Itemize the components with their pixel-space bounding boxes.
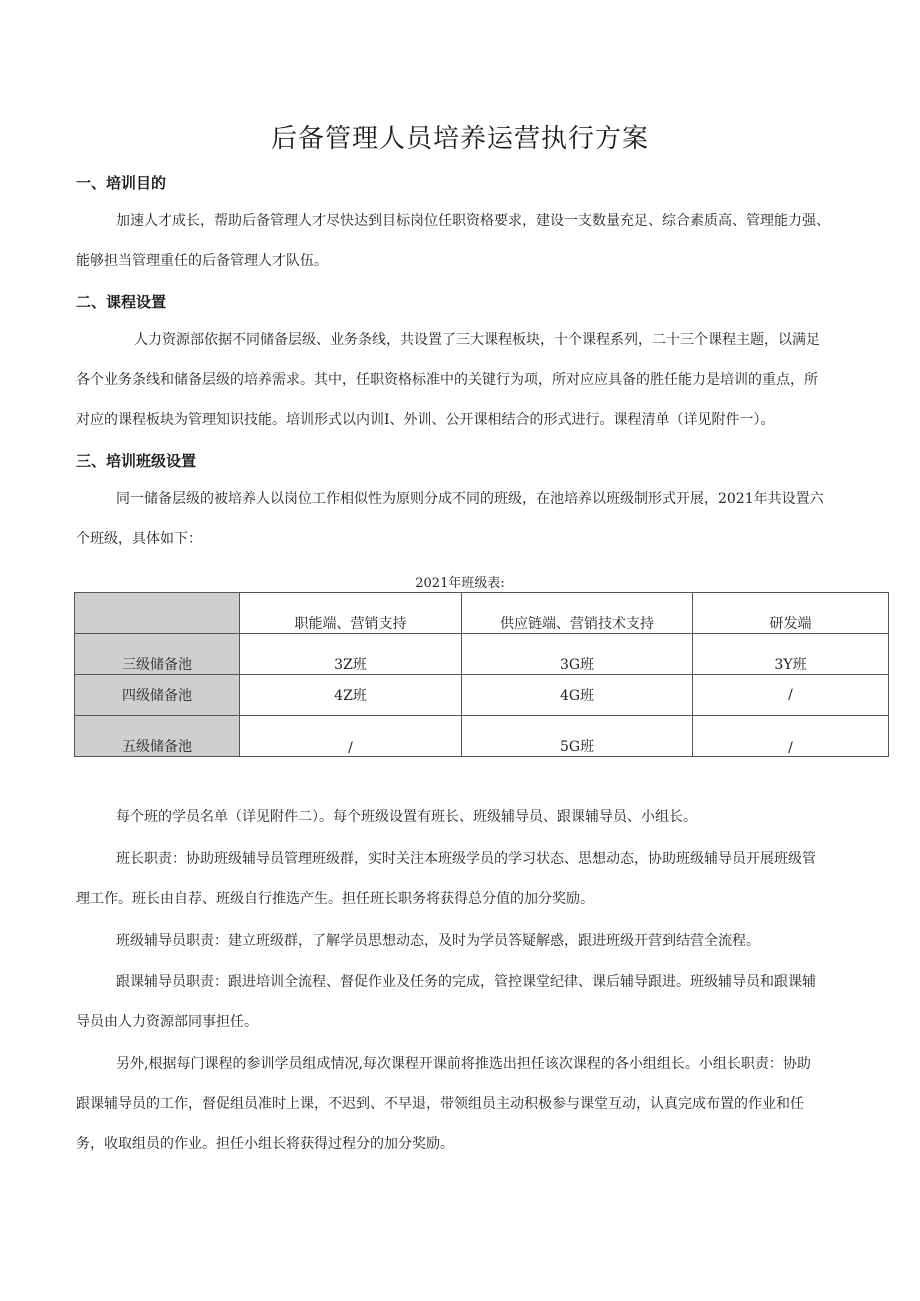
paragraph-line: 个班级，具体如下： — [76, 531, 202, 547]
paragraph-line: 班级辅导员职责：建立班级群，了解学员思想动态，及时为学员答疑解惑，跟进班级开营到结营全流程。 — [116, 933, 760, 949]
table-header-cell — [75, 593, 240, 634]
table-cell: / — [693, 716, 889, 757]
paragraph-line: 加速人才成长，帮助后备管理人才尽快达到目标岗位任职资格要求，建设一支数量充足、综合素质高、管理能力强、 — [116, 213, 830, 229]
paragraph-line: 另外,根据每门课程的参训学员组成情况,每次课程开课前将推选出担任该次课程的各小组组长。小组长职责：协助 — [116, 1056, 811, 1072]
table-header-cell: 职能端、营销支持 — [240, 593, 462, 634]
table-header-cell: 供应链端、营销技术支持 — [462, 593, 693, 634]
table-cell: 3Y班 — [693, 634, 889, 675]
table-row-label: 五级储备池 — [75, 716, 240, 757]
paragraph-group-leader-duties — [76, 1044, 896, 1164]
document-title: 后备管理人员培养运营执行方案 — [270, 124, 649, 154]
section-heading-classes: 三、培训班级设置 — [76, 452, 197, 470]
table-cell: 4Z班 — [240, 675, 462, 716]
paragraph-line: 能够担当管理重任的后备管理人才队伍。 — [76, 253, 328, 269]
table-row — [75, 675, 889, 716]
paragraph-roster — [76, 797, 896, 837]
paragraph-line: 跟课辅导员职责：跟进培训全流程、督促作业及任务的完成，管控课堂纪律、课后辅导跟进。班级辅导员和跟课辅 — [116, 974, 816, 990]
paragraph-line: 同一储备层级的被培养人以岗位工作相似性为原则分成不同的班级，在池培养以班级制形式开展，2021年共设置六 — [116, 491, 824, 507]
paragraph-line: 导员由人力资源部同事担任。 — [76, 1014, 258, 1030]
table-row — [75, 716, 889, 757]
table-row-label: 三级储备池 — [75, 634, 240, 675]
table-cell: 3Z班 — [240, 634, 462, 675]
paragraph-classes — [76, 479, 896, 559]
table-row — [75, 634, 889, 675]
paragraph-line: 务，收取组员的作业。担任小组长将获得过程分的加分奖励。 — [76, 1136, 454, 1152]
paragraph-line: 对应的课程板块为管理知识技能。培训形式以内训I、外训、公开课相结合的形式进行。课程清单（详见附件一）。 — [76, 412, 775, 428]
table-cell: / — [240, 716, 462, 757]
paragraph-line: 班长职责：协助班级辅导员管理班级群，实时关注本班级学员的学习状态、思想动态，协助班级辅导员开展班级管 — [116, 851, 816, 867]
paragraph-monitor-duties — [76, 839, 896, 919]
class-table — [74, 592, 889, 757]
paragraph-line: 每个班的学员名单（详见附件二）。每个班级设置有班长、班级辅导员、跟课辅导员、小组长。 — [116, 809, 697, 825]
paragraph-purpose — [76, 201, 896, 281]
table-cell: 4G班 — [462, 675, 693, 716]
paragraph-course-counselor-duties — [76, 962, 896, 1042]
table-header-row — [75, 593, 889, 634]
paragraph-line: 各个业务条线和储备层级的培养需求。其中，任职资格标准中的关键行为项，所对应应具备的胜任能力是培训的重点，所 — [76, 372, 818, 388]
paragraph-line: 跟课辅导员的工作，督促组员准时上课，不迟到、不早退，带领组员主动积极参与课堂互动，认真完成布置的作业和任 — [76, 1096, 804, 1112]
table-cell: 3G班 — [462, 634, 693, 675]
table-row-label: 四级储备池 — [75, 675, 240, 716]
table-caption: 2021年班级表: — [415, 576, 505, 591]
paragraph-courses — [76, 320, 896, 440]
table-cell: 5G班 — [462, 716, 693, 757]
section-heading-purpose: 一、培训目的 — [76, 174, 167, 192]
paragraph-line: 人力资源部依据不同储备层级、业务条线，共设置了三大课程板块，十个课程系列，二十三个课程主题，以满足 — [134, 332, 820, 348]
section-heading-courses: 二、课程设置 — [76, 293, 167, 311]
paragraph-counselor-duties — [76, 921, 896, 961]
paragraph-line: 理工作。班长由自荐、班级自行推选产生。担任班长职务将获得总分值的加分奖励。 — [76, 891, 594, 907]
table-cell: / — [693, 675, 889, 716]
table-header-cell: 研发端 — [693, 593, 889, 634]
